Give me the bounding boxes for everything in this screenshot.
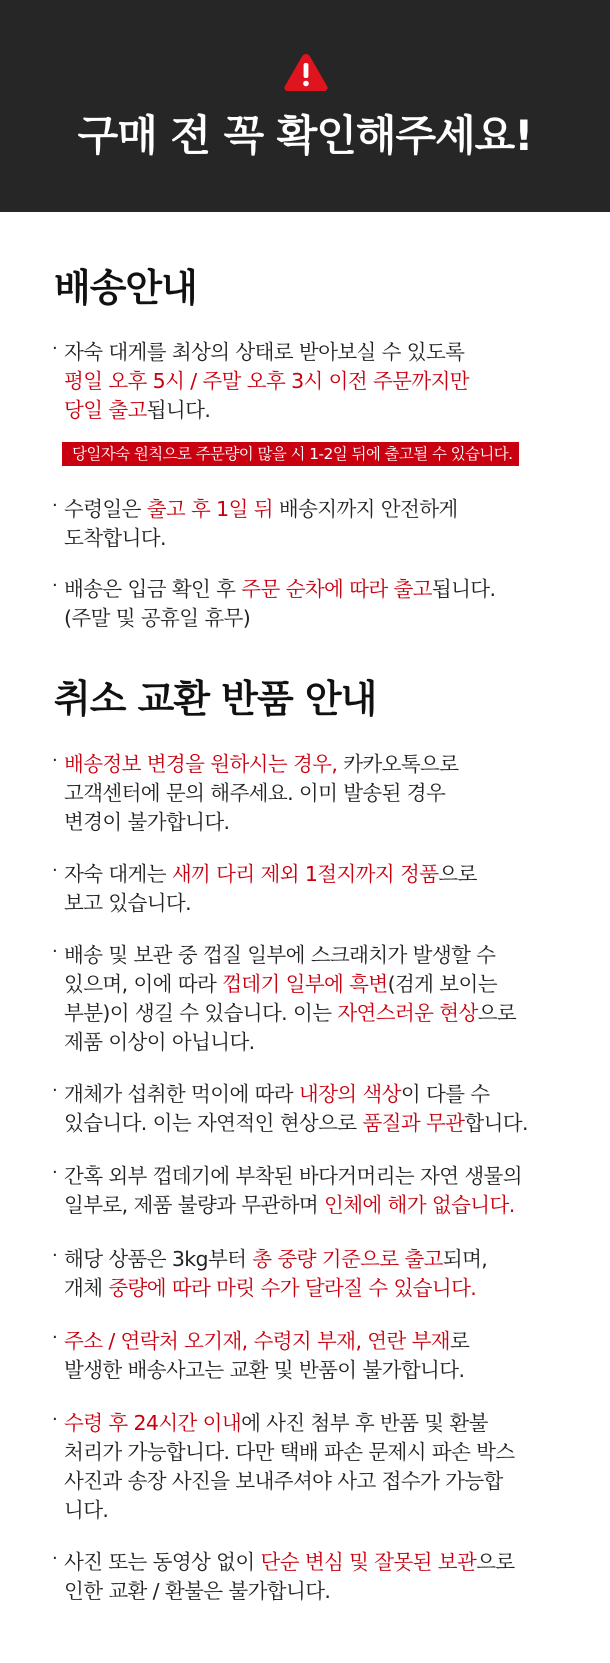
cancel-bullet-1: · 배송정보 변경을 원하시는 경우, 카카오톡으로 고객센터에 문의 해주세요. 이미 발송된 경우 변경이 불가합니다. bbox=[54, 750, 580, 837]
bullet-dot: · bbox=[52, 860, 58, 881]
warning-triangle-icon bbox=[283, 52, 329, 92]
header-banner bbox=[0, 0, 610, 212]
bullet-dot: · bbox=[52, 1080, 58, 1101]
cancel-bullet-6: · 해당 상품은 3kg부터 총 중량 기준으로 출고되며, 개체 중량에 따라 마릿 수가 달라질 수 있습니다. bbox=[54, 1245, 580, 1303]
cancel-bullet-7: · 주소 / 연락처 오기재, 수령지 부재, 연란 부재로 발생한 배송사고는 교환 및 반품이 불가합니다. bbox=[54, 1327, 580, 1385]
bullet-dot: · bbox=[52, 1162, 58, 1183]
bullet-dot: · bbox=[52, 1327, 58, 1348]
page-title: 구매 전 꼭 확인해주세요! bbox=[77, 111, 533, 160]
shipping-bullet-1: · 자숙 대게를 최상의 상태로 받아보실 수 있도록 평일 오후 5시 / 주말 오후 3시 이전 주문까지만 당일 출고됩니다. bbox=[54, 338, 580, 425]
cancel-bullet-8: · 수령 후 24시간 이내에 사진 첨부 후 반품 및 환불 처리가 가능합니다. 다만 택배 파손 문제시 파손 박스 사진과 송장 사진을 보내주셔야 사고 접수가 가능합 니다. bbox=[54, 1409, 580, 1525]
bullet-dot: · bbox=[52, 1548, 58, 1569]
cancel-section-title: 취소 교환 반품 안내 bbox=[54, 677, 377, 721]
shipping-notice-bar: 당일자숙 원칙으로 주문량이 많을 시 1-2일 뒤에 출고될 수 있습니다. bbox=[62, 442, 519, 466]
shipping-bullet-3: · 배송은 입금 확인 후 주문 순차에 따라 출고됩니다. (주말 및 공휴일 휴무) bbox=[54, 575, 580, 633]
cancel-bullet-5: · 간혹 외부 껍데기에 부착된 바다거머리는 자연 생물의 일부로, 제품 불량과 무관하며 인체에 해가 없습니다. bbox=[54, 1162, 580, 1220]
bullet-dot: · bbox=[52, 495, 58, 516]
bullet-dot: · bbox=[52, 1245, 58, 1266]
shipping-notice-bar-wrap bbox=[54, 442, 519, 466]
bullet-dot: · bbox=[52, 575, 58, 596]
bullet-dot: · bbox=[52, 750, 58, 771]
cancel-bullet-9: · 사진 또는 동영상 없이 단순 변심 및 잘못된 보관으로 인한 교환 / 환불은 불가합니다. bbox=[54, 1548, 580, 1606]
bullet-dot: · bbox=[52, 1409, 58, 1430]
shipping-bullet-2: · 수령일은 출고 후 1일 뒤 배송지까지 안전하게 도착합니다. bbox=[54, 495, 580, 553]
bullet-dot: · bbox=[52, 941, 58, 962]
bullet-dot: · bbox=[52, 338, 58, 359]
cancel-bullet-3: · 배송 및 보관 중 껍질 일부에 스크래치가 발생할 수 있으며, 이에 따라 껍데기 일부에 흑변(검게 보이는 부분)이 생길 수 있습니다. 이는 자연스러운 현상으로 제품 이상이 아닙니다. bbox=[54, 941, 580, 1057]
shipping-section-title: 배송안내 bbox=[54, 266, 197, 310]
cancel-bullet-2: · 자숙 대게는 새끼 다리 제외 1절지까지 정품으로 보고 있습니다. bbox=[54, 860, 580, 918]
cancel-bullet-4: · 개체가 섭취한 먹이에 따라 내장의 색상이 다를 수 있습니다. 이는 자연적인 현상으로 품질과 무관합니다. bbox=[54, 1080, 580, 1138]
